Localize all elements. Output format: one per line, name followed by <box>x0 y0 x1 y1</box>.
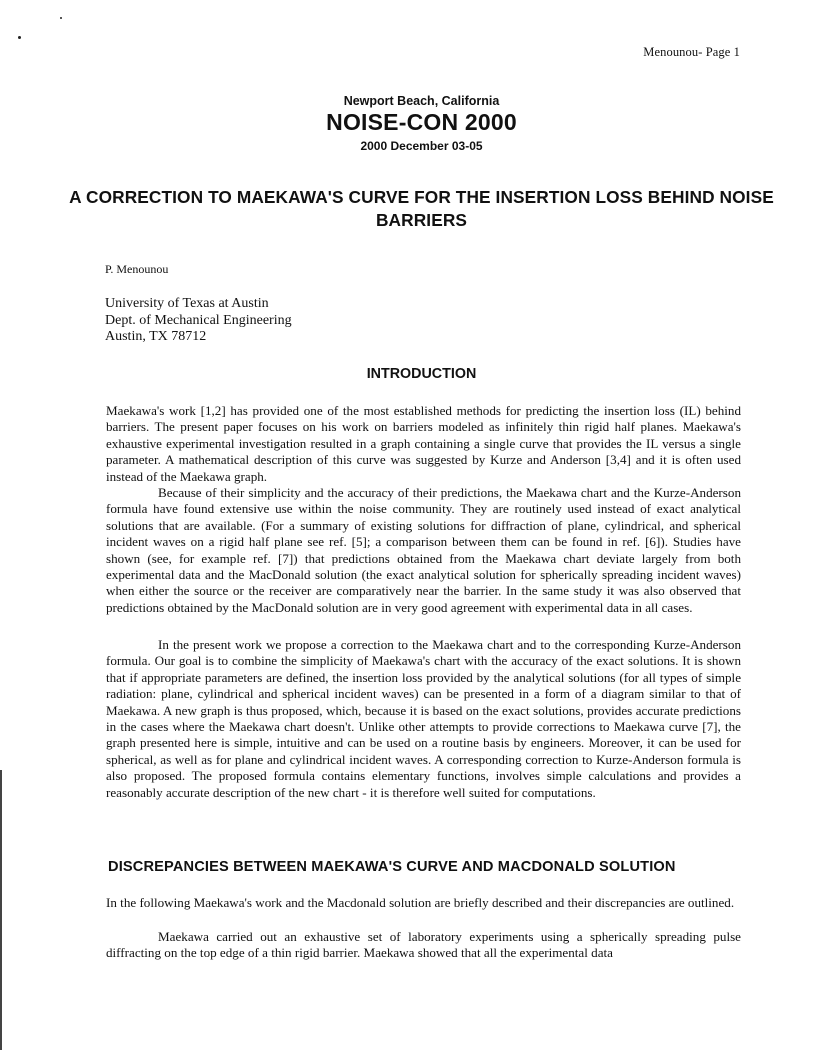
scan-margin-line <box>0 770 2 1050</box>
scan-speck <box>18 36 21 39</box>
affiliation-line: Dept. of Mechanical Engineering <box>105 312 292 328</box>
conference-name: NOISE-CON 2000 <box>326 109 517 135</box>
body-paragraph: In the following Maekawa's work and the Macdonald solution are briefly described and their discrepancies are outlined. <box>106 895 735 910</box>
scan-speck <box>60 17 62 19</box>
author-affiliation <box>105 296 292 346</box>
section-heading-discrepancies: DISCREPANCIES BETWEEN MAEKAWA'S CURVE AND MACDONALD SOLUTION <box>108 859 676 875</box>
body-paragraph: Maekawa carried out an exhaustive set of laboratory experiments using a spherically spreading pulse diffracting on the top edge of a thin rigid barrier. Maekawa showed that all the experimental data <box>106 929 741 961</box>
body-paragraph: Maekawa's work [1,2] has provided one of the most established methods for predicting the insertion loss (IL) behind barriers. The present paper focuses on his work on barriers modeled as infinitely thin rigid half planes. Maekawa's exhaustive experimental investigation resulted in a graph containing a single curve that provides the IL versus a single parameter. A mathematical description of this curve was suggested by Kurze and Anderson [3,4] and it is often used instead of the Maekawa graph. <box>106 403 741 484</box>
running-head: Menounou- Page 1 <box>643 45 740 59</box>
affiliation-line: University of Texas at Austin <box>105 296 269 311</box>
body-paragraph: In the present work we propose a correction to the Maekawa chart and to the corresponding Kurze-Anderson formula. Our goal is to combine the simplicity of Maekawa's chart with the accuracy of the exact solutions. It is shown that if appropriate parameters are defined, the insertion loss provided by the analytical solutions (for all types of simple radiation: plane, cylindrical and spherical incident waves) can be presented in a form of a diagram similar to that of Maekawa. A new graph is thus proposed, which, because it is based on the exact solutions, provides accurate predictions in the cases where the Maekawa chart doesn't. Unlike other attempts to provide corrections to Maekawa curve [7], the graph presented here is simple, intuitive and can be used on a routine basis by engineers. Moreover, it can be used for spherical, as well as for plane and cylindrical incident waves. A corresponding correction to Kurze-Anderson formula is also proposed. The proposed formula contains elementary functions, involves simple calculations and provides a reasonably accurate description of the new chart - it is therefore well suited for computations. <box>106 637 741 800</box>
affiliation-line: Austin, TX 78712 <box>105 329 207 344</box>
section-heading-introduction: INTRODUCTION <box>366 366 477 382</box>
conference-dates: 2000 December 03-05 <box>360 139 483 153</box>
paper-title: A CORRECTION TO MAEKAWA'S CURVE FOR THE INSERTION LOSS BEHIND NOISE BARRIERS <box>69 187 774 230</box>
body-paragraph: Because of their simplicity and the accuracy of their predictions, the Maekawa chart and the Kurze-Anderson formula have found extensive use within the noise community. They are routinely used instead of exact analytical solutions that are available. (For a summary of existing solutions for diffraction of plane, cylindrical, and spherical incident waves on a rigid half plane see ref. [5]; a comparison between them can be found in ref. [6]). Studies have shown (see, for example ref. [7]) that predictions obtained from the Maekawa chart deviate largely from both experimental data and the MacDonald solution (the exact analytical solution for spherically spreading incident waves) when either the source or the receiver are comparatively near the barrier. In the same study it was also observed that predictions obtained by the MacDonald solution are in very good agreement with experimental data in all cases. <box>106 485 741 615</box>
author-name: P. Menounou <box>105 262 169 276</box>
conference-location: Newport Beach, California <box>343 94 500 108</box>
